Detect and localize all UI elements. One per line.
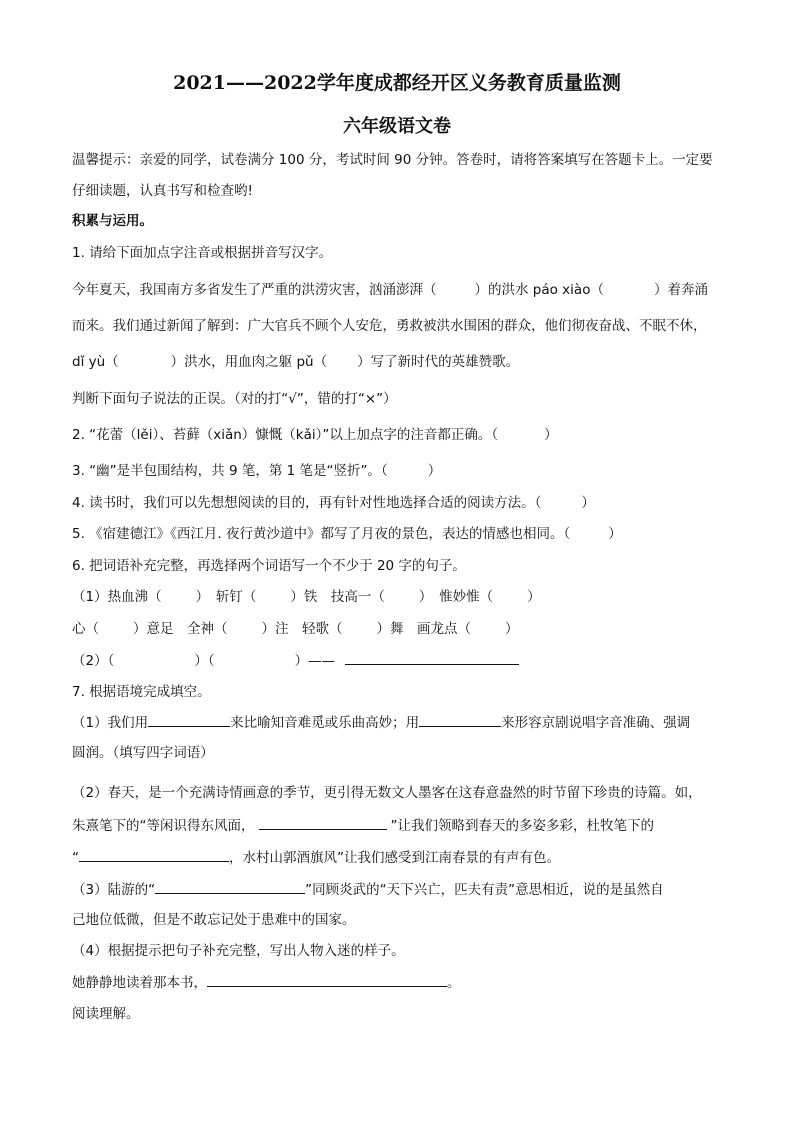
q2-item bbox=[72, 425, 558, 445]
q7-text: （1）我们用 bbox=[72, 715, 149, 731]
q7-text: 朱熹笔下的“等闲识得东风面， bbox=[72, 818, 255, 834]
q1-text: dǐ yù（ bbox=[72, 354, 119, 370]
notice-line-1: 温馨提示：亲爱的同学，试卷满分 100 分，考试时间 90 分钟。答卷时，请将答案填写在答题卡上。一定要 bbox=[72, 152, 713, 168]
q7-text: 。 bbox=[447, 975, 461, 991]
q1-text: 今年夏天，我国南方多省发生了严重的洪涝灾害，汹涌澎湃（ bbox=[72, 282, 437, 298]
q4-text: 4. 读书时，我们可以先想想阅读的目的，再有针对性地选择合适的阅读方法。（ bbox=[72, 495, 542, 511]
q1-paragraph-line-1 bbox=[72, 280, 708, 300]
q6-text: ） bbox=[527, 589, 541, 605]
section-heading-accumulation: 积累与运用。 bbox=[72, 213, 153, 229]
q7-text: （3）陆游的“ bbox=[72, 882, 156, 898]
q7-text: ”让我们领略到春天的多姿多彩，杜牧笔下的 bbox=[390, 818, 654, 834]
notice-line-2: 仔细读题，认真书写和检查哟! bbox=[72, 183, 253, 199]
q7-3-line-1 bbox=[72, 879, 664, 900]
q7-2-line-2 bbox=[72, 815, 654, 836]
page-subtitle: 六年级语文卷 bbox=[343, 116, 451, 137]
q7-text: ，水村山郭酒旗风”让我们感受到江南春景的有声有色。 bbox=[229, 850, 560, 866]
q1-paragraph-line-2: 而来。我们通过新闻了解到：广大官兵不顾个人安危，勇救被洪水围困的群众，他们彻夜奋战、不眠不休， bbox=[72, 318, 707, 334]
section-heading-reading: 阅读理解。 bbox=[72, 1006, 140, 1022]
answer-blank[interactable] bbox=[207, 972, 447, 987]
answer-blank[interactable] bbox=[419, 712, 501, 727]
q6-row-2 bbox=[72, 619, 519, 639]
q6-text: ）铁 技高一（ bbox=[290, 589, 385, 605]
q6-text: ） bbox=[505, 621, 519, 637]
q2-text: 2. “花蕾（lěi）、苔藓（xiǎn）慷慨（kǎi）”以上加点字的注音都正确。（ bbox=[72, 427, 499, 443]
q1-text: ）洪水，用血肉之躯 pǔ（ bbox=[170, 354, 328, 370]
q5-close: ） bbox=[608, 526, 622, 542]
q6-text: ）（ bbox=[194, 653, 215, 669]
q6-text: 心（ bbox=[72, 621, 99, 637]
q7-1-line-2: 圆润。（填写四字词语） bbox=[72, 745, 214, 761]
q6-text: ）注 轻歌（ bbox=[261, 621, 343, 637]
q6-text: ）舞 画龙点（ bbox=[376, 621, 471, 637]
q7-text: ”同顾炎武的“天下兴亡，匹夫有责”意思相近，说的是虽然自 bbox=[305, 882, 664, 898]
q1-paragraph-line-3 bbox=[72, 352, 519, 372]
q4-close: ） bbox=[581, 495, 595, 511]
answer-blank[interactable] bbox=[259, 815, 387, 830]
q7-4-sentence bbox=[72, 972, 461, 993]
q7-text: 她静静地读着那本书， bbox=[72, 975, 207, 991]
q7-text: “ bbox=[72, 850, 79, 866]
q6-row-1 bbox=[72, 587, 541, 607]
judge-prompt: 判断下面句子说法的正误。（对的打“√”，错的打“×”） bbox=[72, 391, 397, 407]
q1-text: ）写了新时代的英雄赞歌。 bbox=[357, 354, 520, 370]
q3-close: ） bbox=[427, 463, 442, 479]
q1-text: ）的洪水 páo xiào（ bbox=[474, 282, 604, 298]
page-title: 2021——2022学年度成都经开区义务教育质量监测 bbox=[173, 72, 621, 94]
q7-text: 来比喻知音难觅或乐曲高妙；用 bbox=[230, 715, 420, 731]
q5-text: 5. 《宿建德江》《西江月. 夜行黄沙道中》都写了月夜的景色，表达的情感也相同。（ bbox=[72, 526, 571, 542]
q3-text: 3. “幽”是半包围结构，共 9 笔，第 1 笔是“竖折”。（ bbox=[72, 463, 388, 479]
q7-text: 来形容京剧说唱字音准确、强调 bbox=[501, 715, 691, 731]
q7-2-line-1: （2）春天，是一个充满诗情画意的季节，更引得无数文人墨客在这春意盎然的时节留下珍贵的诗篇。如， bbox=[72, 785, 702, 801]
q6-text: （1）热血沸（ bbox=[72, 589, 162, 605]
q6-prompt: 6. 把词语补充完整，再选择两个词语写一个不少于 20 字的句子。 bbox=[72, 558, 466, 574]
q5-item bbox=[72, 524, 622, 544]
q7-1-line-1 bbox=[72, 712, 690, 733]
q7-prompt: 7. 根据语境完成填空。 bbox=[72, 684, 211, 700]
answer-blank[interactable] bbox=[345, 650, 519, 665]
q6-text: ） 惟妙惟（ bbox=[418, 589, 494, 605]
q6-text: ） 斩钉（ bbox=[195, 589, 257, 605]
answer-blank[interactable] bbox=[148, 712, 230, 727]
q7-3-line-2: 己地位低微，但是不敢忘记处于患难中的国家。 bbox=[72, 912, 356, 928]
answer-blank[interactable] bbox=[79, 847, 229, 862]
q6-text: ）—— bbox=[294, 653, 336, 669]
q3-item bbox=[72, 461, 441, 481]
q7-2-line-3 bbox=[72, 847, 560, 868]
q2-close: ） bbox=[544, 427, 558, 443]
q1-text: ）着奔涌 bbox=[653, 282, 708, 298]
q6-text: ）意足 全神（ bbox=[133, 621, 228, 637]
q4-item bbox=[72, 493, 595, 513]
q1-prompt: 1. 请给下面加点字注音或根据拼音写汉字。 bbox=[72, 245, 333, 261]
q7-4-prompt: （4）根据提示把句子补充完整，写出人物入迷的样子。 bbox=[72, 943, 405, 959]
answer-blank[interactable] bbox=[155, 879, 305, 894]
q6-text: （2）（ bbox=[72, 653, 115, 669]
q6-row-3 bbox=[72, 650, 519, 671]
